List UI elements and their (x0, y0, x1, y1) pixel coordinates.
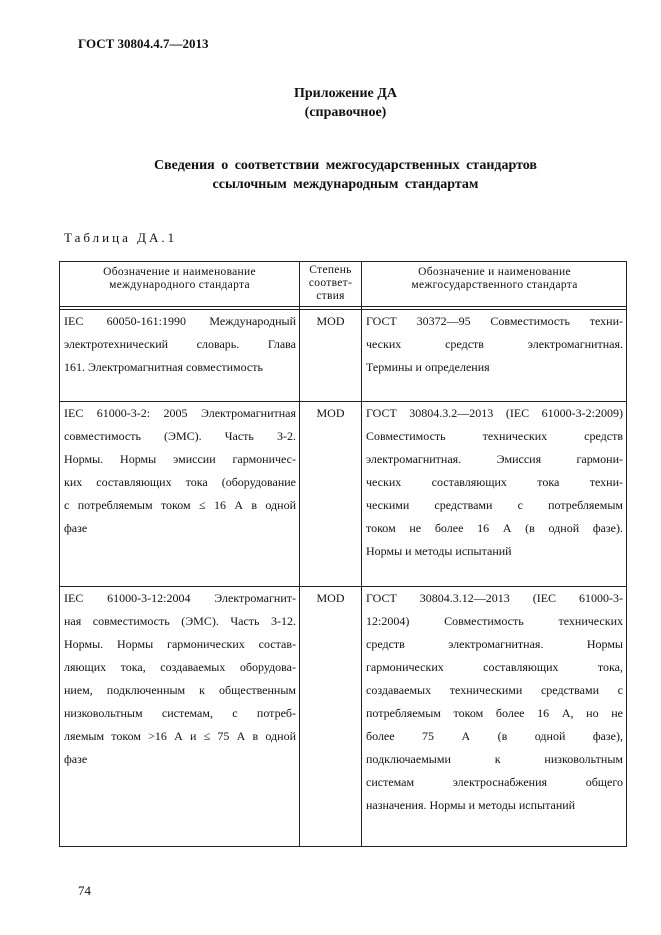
annex-title: Приложение ДА (293, 86, 398, 101)
cell-text-line: ческих средств электромагнитная. (366, 337, 623, 351)
international-standard-cell (64, 310, 296, 379)
degree-of-correspondence: MOD (316, 406, 345, 420)
cell-text-line: средств электромагнитная. Нормы (366, 637, 623, 651)
column-header-line: межгосударственного стандарта (411, 279, 578, 291)
cell-text-line: более 75 А (в одной фазе), (366, 729, 623, 743)
cell-text-line: Совместимость технических средств (366, 429, 623, 443)
column-header-line: Обозначение и наименование (418, 266, 571, 278)
cell-text-line: фазе (64, 752, 88, 766)
cell-text-line: 12:2004) Совместимость технических (366, 614, 623, 628)
cell-text-line: током не более 16 А (в одной фазе). (366, 521, 623, 535)
section-heading-line-2: ссылочным международным стандартам (212, 177, 479, 192)
column-divider (361, 262, 362, 846)
cell-text-line: нием, подключенным к общественным (64, 683, 296, 697)
column-header-line: Обозначение и наименование (103, 266, 256, 278)
cell-text-line: Нормы. Нормы гармонических состав- (64, 637, 296, 651)
table-label: Таблица ДА.1 (64, 230, 178, 245)
cell-text-line: ГОСТ 30372—95 Совместимость техни- (366, 314, 623, 328)
cell-text-line: ляющих тока, создаваемых оборудова- (64, 660, 296, 674)
column-header (60, 266, 299, 292)
document-code: ГОСТ 30804.4.7—2013 (78, 36, 209, 51)
international-standard-cell (64, 587, 296, 771)
cell-text-line: 161. Электромагнитная совместимость (64, 360, 263, 374)
column-header (300, 264, 361, 303)
column-header-line: международного стандарта (109, 279, 250, 291)
page-number: 74 (78, 883, 91, 898)
cell-text-line: IEC 60050-161:1990 Международный (64, 314, 296, 328)
interstate-standard-cell (366, 587, 623, 817)
column-header-line: соответ- (308, 277, 353, 289)
column-header-line: Степень (309, 264, 352, 276)
cell-text-line: ГОСТ 30804.3.2—2013 (IEC 61000-3-2:2009) (366, 406, 623, 420)
header-divider (60, 306, 626, 307)
cell-text-line: Нормы. Нормы эмиссии гармоничес- (64, 452, 296, 466)
international-standard-cell (64, 402, 296, 540)
cell-text-line: ческих составляющих тока техни- (366, 475, 623, 489)
cell-text-line: низковольтным системам, с потреб- (64, 706, 296, 720)
cell-text-line: ческими средствами с потребляемым (366, 498, 623, 512)
degree-of-correspondence: MOD (316, 314, 345, 328)
column-divider (299, 262, 300, 846)
cell-text-line: совместимость (ЭМС). Часть 3-2. (64, 429, 296, 443)
cell-text-line: системам электроснабжения общего (366, 775, 623, 789)
column-header (362, 266, 627, 292)
cell-text-line: IEC 61000-3-2: 2005 Электромагнитная (64, 406, 296, 420)
interstate-standard-cell (366, 402, 623, 563)
cell-text-line: ких составляющих тока (оборудование (64, 475, 296, 489)
cell-text-line: Нормы и методы испытаний (366, 544, 512, 558)
degree-of-correspondence: MOD (316, 591, 345, 605)
interstate-standard-cell (366, 310, 623, 379)
annex-subtitle: (справочное) (304, 105, 387, 120)
cell-text-line: потребляемым током более 16 А, но не (366, 706, 623, 720)
cell-text-line: ная совместимость (ЭМС). Часть 3-12. (64, 614, 296, 628)
cell-text-line: IEC 61000-3-12:2004 Электромагнит- (64, 591, 296, 605)
cell-text-line: Термины и определения (366, 360, 490, 374)
section-heading-line-1: Сведения о соответствии межгосударственных стандартов (154, 158, 537, 173)
cell-text-line: создаваемых техническими средствами с (366, 683, 623, 697)
cell-text-line: подключаемыми к низковольтным (366, 752, 623, 766)
cell-text-line: ляемым током >16 А и ≤ 75 А в одной (64, 729, 296, 743)
cell-text-line: фазе (64, 521, 88, 535)
cell-text-line: назначения. Нормы и методы испытаний (366, 798, 576, 812)
correspondence-table (59, 261, 627, 847)
cell-text-line: электротехнический словарь. Глава (64, 337, 296, 351)
cell-text-line: электромагнитная. Эмиссия гармони- (366, 452, 623, 466)
cell-text-line: ГОСТ 30804.3.12—2013 (IEC 61000-3- (366, 591, 623, 605)
column-header-line: ствия (316, 290, 345, 302)
cell-text-line: гармонических составляющих тока, (366, 660, 623, 674)
cell-text-line: с потребляемым током ≤ 16 А в одной (64, 498, 296, 512)
